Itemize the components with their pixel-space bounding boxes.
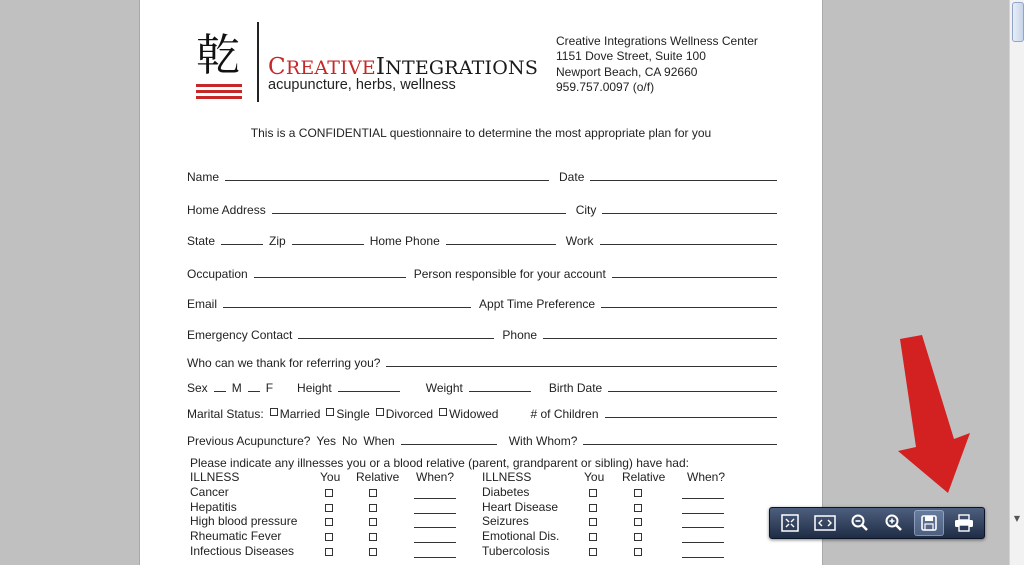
with-whom-label: With Whom? (508, 434, 578, 448)
birth-date-line[interactable] (608, 390, 777, 392)
vertical-scrollbar[interactable] (1009, 0, 1024, 565)
relative-checkbox[interactable] (369, 518, 377, 526)
you-header: You (584, 470, 605, 484)
married-option[interactable] (270, 407, 321, 421)
occupation-line[interactable] (254, 276, 406, 278)
you-checkbox[interactable] (325, 489, 333, 497)
emergency-contact-line[interactable] (298, 337, 494, 339)
you-checkbox[interactable] (325, 533, 333, 541)
intro-text: This is a CONFIDENTIAL questionnaire to determine the most appropriate plan for you (250, 126, 712, 140)
brand-name: CREATIVEINTEGRATIONS (268, 54, 539, 80)
when-line[interactable] (682, 556, 724, 558)
illness-intro: Please indicate any illnesses you or a blood relative (parent, grandparent or sibling) have had: (190, 456, 689, 470)
occupation-label: Occupation (187, 267, 248, 281)
save-icon[interactable] (914, 510, 944, 536)
person-responsible-line[interactable] (612, 276, 777, 278)
row-email (187, 293, 777, 311)
when-line[interactable] (682, 497, 724, 499)
pdf-toolbar (769, 507, 985, 539)
illness-header: ILLNESS (190, 470, 240, 484)
you-checkbox[interactable] (325, 504, 333, 512)
date-line[interactable] (590, 179, 777, 181)
illness-name: Cancer (190, 484, 229, 499)
phone-line[interactable] (543, 337, 777, 339)
illness-name: Heart Disease (482, 499, 559, 514)
date-label: Date (559, 170, 585, 184)
logo-glyph: 乾 (196, 30, 240, 81)
email-label: Email (187, 297, 218, 311)
you-checkbox[interactable] (589, 518, 597, 526)
row-name-date (187, 166, 777, 184)
when-header: When? (687, 470, 726, 484)
clinic-address: Creative Integrations Wellness Center 1151 Dove Street, Suite 100 Newport Beach, CA 92660 959.757.0097 (o/f) (556, 34, 758, 94)
referral-line[interactable] (386, 365, 777, 367)
relative-header: Relative (622, 470, 666, 484)
relative-checkbox[interactable] (369, 504, 377, 512)
sex-m-line[interactable] (214, 390, 226, 392)
when-line[interactable] (682, 541, 724, 543)
row-address-city (187, 199, 777, 217)
when-line[interactable] (414, 541, 456, 543)
relative-checkbox[interactable] (634, 533, 642, 541)
red-arrow-annotation (886, 335, 986, 495)
logo-stripes (196, 84, 242, 102)
home-phone-label: Home Phone (369, 234, 440, 248)
when-line[interactable] (414, 497, 456, 499)
when-label: When (363, 434, 395, 448)
email-line[interactable] (223, 306, 471, 308)
city-line[interactable] (602, 212, 777, 214)
widowed-label: Widowed (449, 407, 499, 421)
you-checkbox[interactable] (589, 489, 597, 497)
row-state-zip-phone (187, 230, 777, 248)
zoom-in-icon[interactable] (879, 510, 909, 536)
illness-header: ILLNESS (482, 470, 532, 484)
state-line[interactable] (221, 243, 263, 245)
illness-name: Emotional Dis. (482, 529, 560, 544)
illness-name: High blood pressure (190, 514, 298, 529)
with-whom-line[interactable] (583, 443, 777, 445)
row-emergency (187, 324, 777, 342)
prev-acupuncture-label: Previous Acupuncture? (187, 434, 311, 448)
home-address-line[interactable] (272, 212, 566, 214)
you-checkbox[interactable] (589, 548, 597, 556)
when-line[interactable] (682, 512, 724, 514)
children-label: # of Children (530, 407, 599, 421)
divorced-option[interactable] (376, 407, 433, 421)
illness-name: Seizures (482, 514, 529, 529)
emergency-contact-label: Emergency Contact (187, 328, 293, 342)
home-phone-line[interactable] (446, 243, 556, 245)
illness-name: Tubercolosis (482, 543, 550, 558)
you-checkbox[interactable] (325, 548, 333, 556)
logo-divider (257, 22, 259, 102)
brand-tagline: acupuncture, herbs, wellness (268, 77, 456, 93)
relative-checkbox[interactable] (634, 518, 642, 526)
scrollbar-thumb[interactable] (1012, 2, 1024, 42)
row-occupation (187, 263, 777, 281)
relative-checkbox[interactable] (634, 504, 642, 512)
row-previous-acupuncture (187, 430, 777, 448)
birth-date-label: Birth Date (548, 381, 603, 395)
when-line[interactable] (414, 556, 456, 558)
relative-checkbox[interactable] (634, 489, 642, 497)
you-header: You (320, 470, 341, 484)
single-checkbox[interactable] (326, 408, 334, 416)
when-header: When? (416, 470, 455, 484)
name-label: Name (187, 170, 220, 184)
when-line[interactable] (682, 526, 724, 528)
fit-width-icon[interactable] (810, 510, 840, 536)
referral-label: Who can we thank for referring you? (187, 356, 381, 370)
relative-checkbox[interactable] (369, 533, 377, 541)
phone-label: Phone (502, 328, 538, 342)
illness-name: Diabetes (482, 484, 530, 499)
appt-time-line[interactable] (601, 306, 777, 308)
widowed-checkbox[interactable] (439, 408, 447, 416)
you-checkbox[interactable] (589, 533, 597, 541)
name-line[interactable] (225, 179, 549, 181)
widowed-option[interactable] (439, 407, 498, 421)
divorced-label: Divorced (385, 407, 434, 421)
zoom-out-icon[interactable] (845, 510, 875, 536)
no-option[interactable]: No (342, 434, 358, 448)
you-checkbox[interactable] (589, 504, 597, 512)
city-label: City (575, 203, 597, 217)
weight-label: Weight (425, 381, 463, 395)
single-label: Single (336, 407, 370, 421)
illness-name: Hepatitis (190, 499, 237, 514)
relative-checkbox[interactable] (369, 489, 377, 497)
height-line[interactable] (338, 390, 400, 392)
sex-label: Sex (187, 381, 208, 395)
weight-line[interactable] (469, 390, 531, 392)
zip-label: Zip (269, 234, 286, 248)
scroll-down-arrow-icon[interactable]: ▼ (1013, 514, 1021, 523)
home-address-label: Home Address (187, 203, 266, 217)
relative-checkbox[interactable] (369, 548, 377, 556)
row-sex-height (187, 377, 777, 395)
relative-checkbox[interactable] (634, 548, 642, 556)
you-checkbox[interactable] (325, 518, 333, 526)
when-line[interactable] (414, 512, 456, 514)
sex-f-label: F (265, 381, 274, 395)
sex-m-label: M (231, 381, 242, 395)
row-referral (187, 352, 777, 370)
marital-status-label: Marital Status: (187, 407, 264, 421)
work-line[interactable] (600, 243, 777, 245)
row-marital (187, 403, 777, 421)
relative-header: Relative (356, 470, 400, 484)
children-line[interactable] (605, 416, 777, 418)
work-label: Work (565, 234, 594, 248)
married-label: Married (279, 407, 321, 421)
print-icon[interactable] (949, 510, 979, 536)
person-responsible-label: Person responsible for your account (413, 267, 606, 281)
fit-page-icon[interactable] (775, 510, 805, 536)
divorced-checkbox[interactable] (376, 408, 384, 416)
height-label: Height (297, 381, 332, 395)
state-label: State (187, 234, 216, 248)
zip-line[interactable] (292, 243, 364, 245)
appt-time-label: Appt Time Preference (479, 297, 596, 311)
sex-f-line[interactable] (248, 390, 260, 392)
married-checkbox[interactable] (270, 408, 278, 416)
yes-option[interactable]: Yes (316, 434, 336, 448)
pdf-page (139, 0, 823, 565)
when-line[interactable] (401, 443, 497, 445)
when-line[interactable] (414, 526, 456, 528)
illness-name: Infectious Diseases (190, 543, 295, 558)
single-option[interactable] (326, 407, 369, 421)
illness-name: Rheumatic Fever (190, 529, 282, 544)
